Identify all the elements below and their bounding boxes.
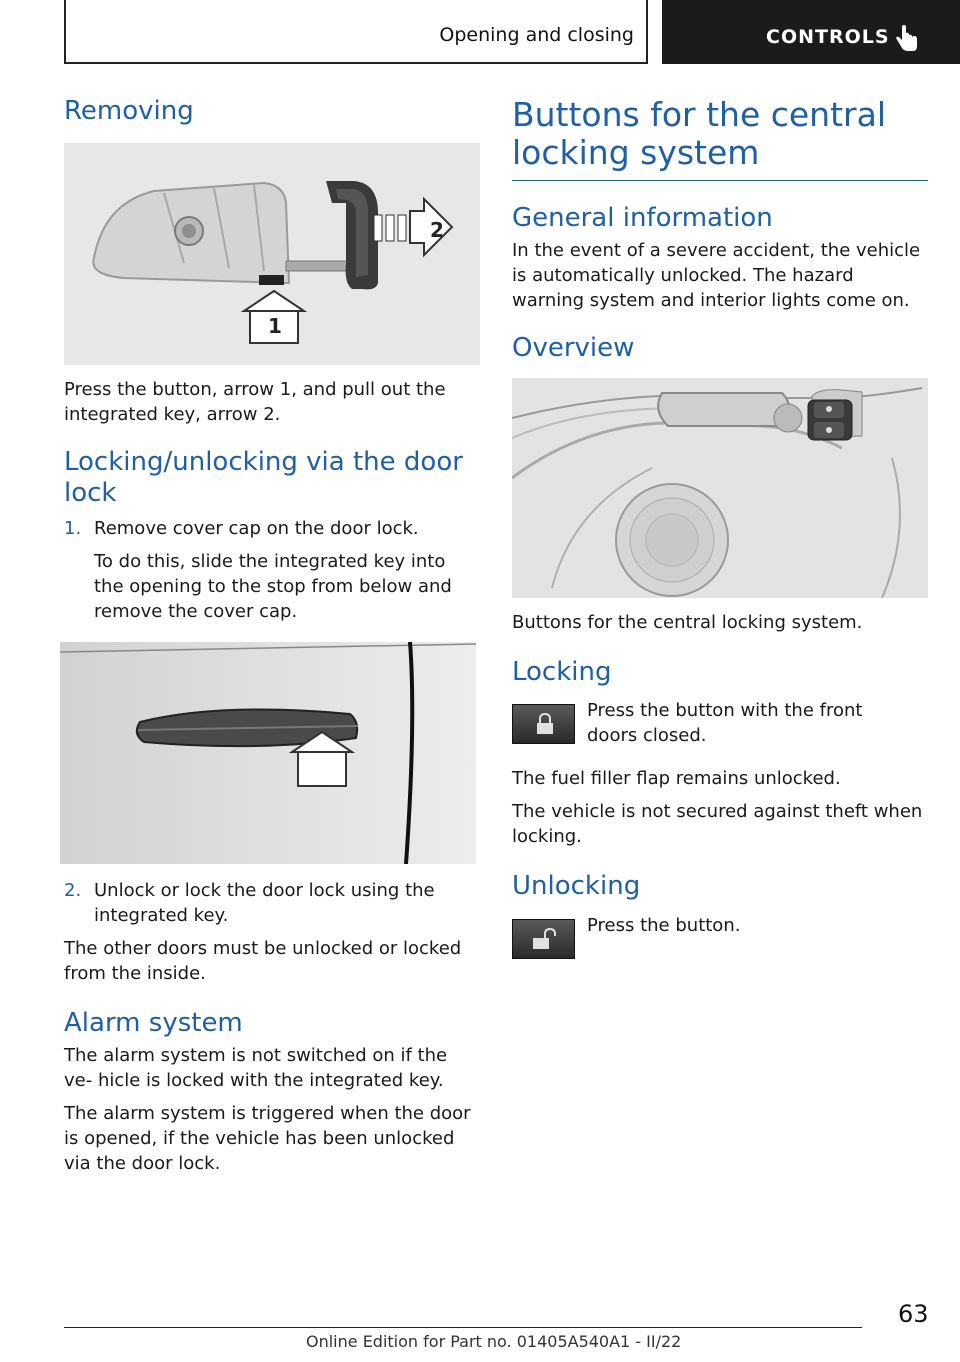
door-lock-heading: Locking/unlocking via the door lock [64,447,463,509]
step-2-text: Unlock or lock the door lock using the integrated key. [94,879,435,926]
lock-icon [535,713,555,739]
unlock-button-image [512,919,575,959]
step-2 [64,878,480,928]
section-label: CONTROLS [766,26,890,48]
door-handle-figure [60,642,476,864]
step-1-detail [64,549,480,624]
footer-rule [64,1327,862,1328]
step-1-detail-text: To do this, slide the integrated key into the opening to the stop from below and remove the cover cap. [94,550,452,622]
hand-pointer-icon [894,24,920,56]
removing-caption: Press the button, arrow 1, and pull out the integrated key, arrow 2. [64,379,446,426]
locking-para-1: The fuel filler flap remains unlocked. [512,768,841,790]
overview-caption: Buttons for the central locking system. [512,612,863,634]
step-2-number: 2. [64,879,82,901]
chapter-title: Opening and closing [439,24,634,46]
alarm-heading: Alarm system [64,1007,243,1038]
key-removal-figure [64,143,480,365]
page-number: 63 [898,1300,929,1328]
header-section-box [662,0,960,64]
unlock-icon [531,928,559,954]
left-column [64,96,480,1176]
page-title: Buttons for the central locking system [512,95,886,172]
header-chapter-box [64,0,648,64]
figure-label-1: 1 [268,314,282,339]
overview-heading: Overview [512,333,635,364]
door-lock-note: The other doors must be unlocked or locked from the inside. [64,937,462,984]
lock-button-image [512,704,575,744]
locking-button-text: Press the button with the front doors closed. [587,700,863,747]
removing-heading: Removing [64,96,194,126]
alarm-para-1: The alarm system is not switched on if the ve‐ hicle is locked with the integrated key. [64,1044,448,1091]
step-1-text: Remove cover cap on the door lock. [94,517,419,539]
locking-para-2: The vehicle is not secured against theft when locking. [512,801,923,848]
step-1 [64,516,480,541]
general-text: In the event of a severe accident, the vehicle is automatically unlocked. The hazard warning system and interior lights come on. [512,240,921,312]
locking-heading: Locking [512,657,612,688]
unlocking-heading: Unlocking [512,871,641,902]
footer-edition: Online Edition for Part no. 01405A540A1 - II/22 [306,1332,682,1351]
figure-label-2: 2 [430,218,444,243]
step-1-number: 1. [64,517,82,539]
central-locking-figure [512,378,928,598]
right-column [512,96,928,959]
general-heading: General information [512,202,773,233]
alarm-para-2: The alarm system is triggered when the door is opened, if the vehicle has been unlocked via the door lock. [64,1102,471,1174]
unlocking-button-text: Press the button. [587,914,741,936]
